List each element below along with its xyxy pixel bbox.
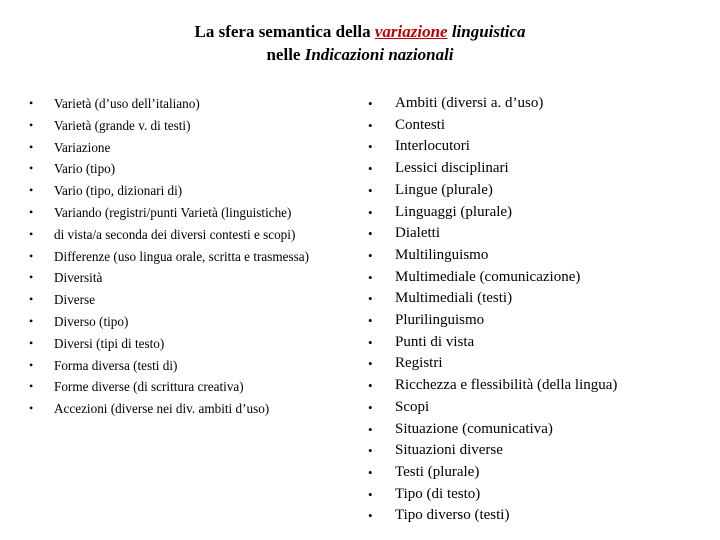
list-item-text: Accezioni (diverse nei div. ambiti d’uso): [54, 401, 270, 417]
bullet-icon: •: [368, 247, 373, 263]
list-item-text: Situazioni diverse: [395, 442, 503, 459]
bullet-icon: •: [368, 313, 373, 329]
list-item-text: Diversi (tipi di testo): [54, 335, 165, 351]
list-item: [368, 267, 617, 289]
left-term-list: [29, 93, 309, 420]
list-item: [368, 353, 617, 375]
list-item: [29, 376, 309, 398]
bullet-icon: •: [368, 356, 373, 372]
list-item-text: Forma diversa (testi di): [54, 357, 178, 373]
bullet-icon: •: [29, 401, 34, 416]
bullet-icon: •: [368, 486, 373, 502]
list-item: [368, 180, 617, 202]
title-part: La sfera semantica della: [194, 22, 375, 41]
bullet-icon: •: [29, 226, 34, 241]
list-item: [368, 223, 617, 245]
list-item-text: Differenze (uso lingua orale, scritta e trasmessa): [54, 248, 309, 264]
list-item-text: Lessici disciplinari: [395, 160, 509, 177]
bullet-icon: •: [29, 117, 34, 132]
list-item: [368, 462, 617, 484]
bullet-icon: •: [368, 508, 373, 524]
bullet-icon: •: [368, 464, 373, 480]
bullet-icon: •: [368, 399, 373, 415]
list-item: [29, 158, 309, 180]
list-item: [29, 137, 309, 159]
list-item-text: Ricchezza e flessibilità (della lingua): [395, 377, 618, 394]
bullet-icon: •: [29, 270, 34, 285]
bullet-icon: •: [368, 161, 373, 177]
list-item: [368, 158, 617, 180]
bullet-icon: •: [29, 183, 34, 198]
list-item: [368, 115, 617, 137]
bullet-icon: •: [368, 204, 373, 220]
list-item: [29, 224, 309, 246]
bullet-icon: •: [29, 313, 34, 328]
bullet-icon: •: [368, 96, 373, 111]
list-item: [29, 267, 309, 289]
list-item: [368, 136, 617, 158]
list-item-text: Multilinguismo: [395, 246, 489, 263]
bullet-icon: •: [368, 421, 373, 437]
list-item-text: Tipo (di testo): [395, 485, 481, 502]
list-item: [368, 440, 617, 462]
slide-title: [0, 20, 720, 66]
bullet-icon: •: [368, 226, 373, 242]
list-item-text: Variando (registri/punti Varietà (linguistiche): [54, 204, 292, 220]
bullet-icon: •: [368, 291, 373, 307]
list-item-text: Forme diverse (di scrittura creativa): [54, 379, 244, 395]
bullet-icon: •: [368, 182, 373, 198]
bullet-icon: •: [368, 139, 373, 155]
list-item-text: Diverso (tipo): [54, 313, 129, 329]
list-item-text: Scopi: [395, 398, 430, 415]
list-item-text: Testi (plurale): [395, 463, 480, 480]
bullet-icon: •: [29, 161, 34, 176]
list-item-text: Vario (tipo): [54, 161, 116, 177]
list-item: [368, 419, 617, 441]
list-item-text: Tipo diverso (testi): [395, 507, 510, 524]
title-line-1: [0, 20, 720, 43]
list-item-text: Varietà (d’uso dell’italiano): [54, 96, 200, 111]
list-item: [29, 115, 309, 137]
title-highlight: variazione: [374, 22, 448, 41]
bullet-icon: •: [368, 269, 373, 285]
title-part: nelle: [266, 45, 305, 64]
list-item: [368, 93, 617, 115]
list-item-text: di vista/a seconda dei diversi contesti e scopi): [54, 226, 296, 242]
list-item: [29, 246, 309, 268]
list-item: [29, 398, 309, 420]
list-item-text: Dialetti: [395, 225, 440, 242]
list-item-text: Linguaggi (plurale): [395, 203, 513, 220]
list-item: [368, 202, 617, 224]
bullet-icon: •: [29, 248, 34, 263]
bullet-icon: •: [29, 335, 34, 350]
list-item-text: Registri: [395, 355, 443, 372]
title-line-2: [0, 43, 720, 66]
list-item-text: Multimediali (testi): [395, 290, 513, 307]
list-item: [29, 180, 309, 202]
list-item: [29, 333, 309, 355]
list-item: [368, 397, 617, 419]
bullet-icon: •: [29, 292, 34, 307]
bullet-icon: •: [29, 379, 34, 394]
title-italic: Indicazioni nazionali: [304, 45, 454, 64]
bullet-icon: •: [368, 117, 373, 133]
list-item: [29, 311, 309, 333]
list-item: [29, 93, 309, 115]
list-item-text: Punti di vista: [395, 333, 475, 350]
bullet-icon: •: [29, 96, 34, 110]
bullet-icon: •: [29, 139, 34, 154]
list-item-text: Ambiti (diversi a. d’uso): [395, 95, 544, 111]
list-item: [29, 289, 309, 311]
list-item: [368, 375, 618, 397]
list-item-text: Contesti: [395, 116, 446, 133]
bullet-icon: •: [29, 357, 34, 372]
bullet-icon: •: [368, 334, 373, 350]
list-item-text: Interlocutori: [395, 138, 470, 155]
list-item: [368, 484, 617, 506]
list-item-text: Lingue (plurale): [395, 181, 493, 198]
list-item: [368, 332, 617, 354]
list-item-text: Vario (tipo, dizionari di): [54, 183, 183, 199]
list-item-text: Plurilinguismo: [395, 312, 485, 329]
bullet-icon: •: [29, 204, 34, 219]
right-term-list: [368, 93, 618, 527]
title-part-italic: linguistica: [447, 22, 526, 41]
list-item-text: Situazione (comunicativa): [395, 420, 553, 437]
list-item: [368, 245, 617, 267]
list-item-text: Varietà (grande v. di testi): [54, 117, 191, 133]
list-item-text: Multimediale (comunicazione): [395, 268, 581, 285]
list-item: [368, 505, 617, 527]
list-item-text: Variazione: [54, 139, 111, 155]
list-item-text: Diversità: [54, 270, 103, 286]
bullet-icon: •: [368, 378, 373, 394]
list-item: [29, 355, 309, 377]
list-item: [29, 202, 309, 224]
list-item-text: Diverse: [54, 292, 96, 308]
list-item: [368, 310, 617, 332]
list-item: [368, 288, 617, 310]
bullet-icon: •: [368, 443, 373, 459]
